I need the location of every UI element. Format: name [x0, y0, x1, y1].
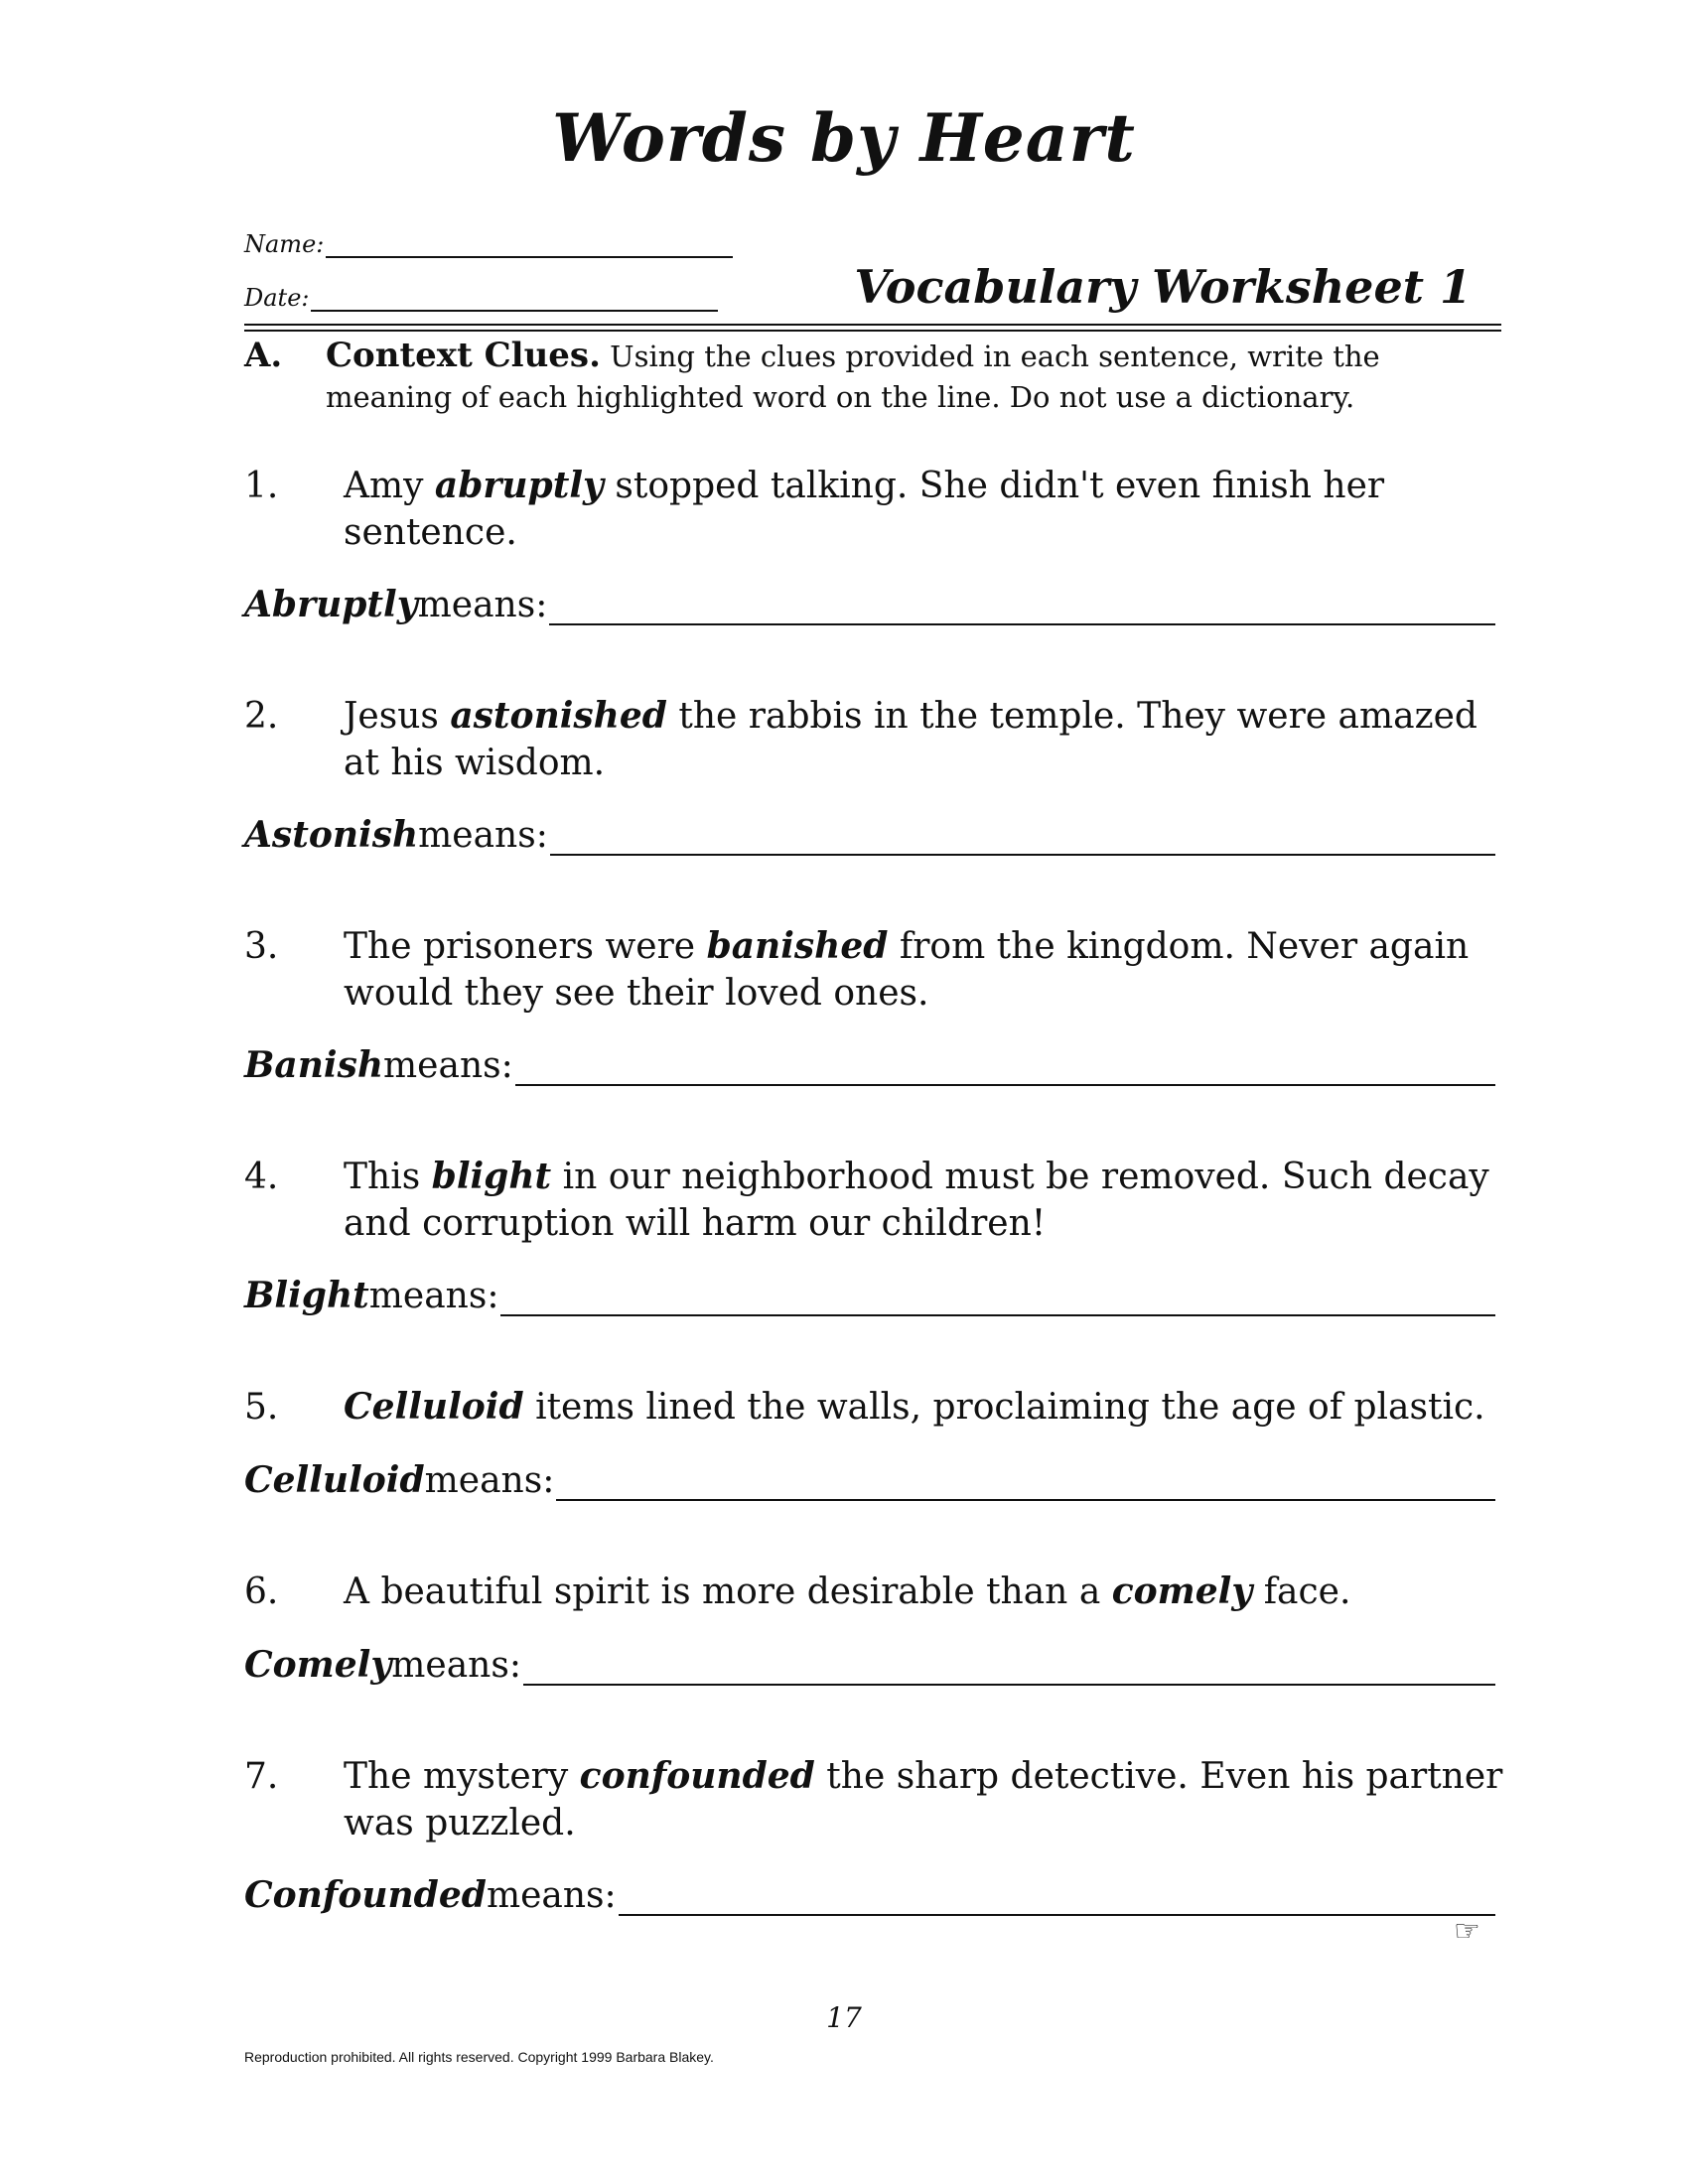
question-number: 1. [244, 466, 279, 506]
answer-means: means: [486, 1875, 617, 1916]
question-post: stopped talking. She didn't even finish her sentence. [344, 466, 1385, 553]
question-post: in our neighborhood must be removed. Such decay and corruption will harm our children! [344, 1157, 1489, 1244]
question-text [344, 1384, 1505, 1431]
date-label: Date: [244, 284, 310, 312]
answer-word: Confounded [244, 1874, 487, 1916]
question-post: from the kingdom. Never again would they see their loved ones. [344, 926, 1470, 1014]
section-instructions-2: meaning of each highlighted word on the line. Do not use a dictionary. [326, 380, 1355, 414]
vocab-word: astonished [450, 695, 667, 737]
copyright-footer: Reproduction prohibited. All rights reserved. Copyright 1999 Barbara Blakey. [244, 2049, 714, 2065]
question-text [344, 463, 1505, 556]
answer-means: means: [424, 1460, 555, 1501]
question-text [344, 693, 1505, 786]
answer-word: Astonish [244, 814, 419, 856]
vocab-word: Celluloid [344, 1386, 524, 1428]
question-item [244, 1753, 1505, 1846]
header-rule-top [244, 324, 1501, 326]
answer-blank[interactable] [523, 1654, 1495, 1686]
answer-blank[interactable] [500, 1285, 1495, 1316]
answer-means: means: [391, 1645, 521, 1686]
question-number: 4. [244, 1157, 279, 1197]
answer-line[interactable] [244, 1044, 1495, 1086]
question-pre: A beautiful spirit is more desirable than a [344, 1571, 1112, 1612]
question-item [244, 463, 1505, 556]
answer-line[interactable] [244, 1459, 1495, 1501]
answer-line[interactable] [244, 584, 1495, 625]
vocab-word: blight [431, 1156, 552, 1197]
vocab-word: comely [1111, 1570, 1253, 1612]
pointing-hand-icon: ☞ [1454, 1914, 1480, 1949]
question-item [244, 693, 1505, 786]
question-pre: Jesus [344, 696, 451, 737]
section-letter: A. [244, 336, 283, 375]
question-pre: The mystery [344, 1756, 580, 1797]
question-pre: This [344, 1157, 432, 1197]
answer-blank[interactable] [515, 1054, 1495, 1086]
answer-means: means: [417, 585, 548, 625]
question-number: 3. [244, 926, 279, 967]
name-label: Name: [244, 230, 325, 258]
answer-word: Blight [244, 1275, 369, 1316]
answer-word: Abruptly [244, 584, 418, 625]
answer-line[interactable] [244, 1644, 1495, 1686]
page-number: 17 [826, 2001, 862, 2034]
question-number: 2. [244, 696, 279, 737]
answer-blank[interactable] [550, 824, 1495, 856]
question-post: items lined the walls, proclaiming the age of plastic. [523, 1387, 1485, 1428]
vocab-word: banished [706, 925, 889, 967]
question-post: the sharp detective. Even his partner was puzzled. [344, 1756, 1503, 1843]
answer-line[interactable] [244, 1874, 1495, 1916]
answer-word: Comely [244, 1644, 392, 1686]
question-number: 7. [244, 1756, 279, 1797]
date-line [311, 288, 718, 312]
section-a-header [244, 336, 1495, 418]
answer-means: means: [383, 1045, 513, 1086]
question-item [244, 923, 1505, 1017]
question-item [244, 1154, 1505, 1247]
worksheet-subtitle: Vocabulary Worksheet 1 [854, 260, 1472, 314]
answer-line[interactable] [244, 814, 1495, 856]
answer-word: Celluloid [244, 1459, 425, 1501]
answer-blank[interactable] [556, 1469, 1495, 1501]
header-rule-bottom [244, 330, 1501, 332]
question-post: face. [1252, 1571, 1351, 1612]
vocab-word: abruptly [434, 465, 604, 506]
question-item [244, 1569, 1505, 1615]
date-field [244, 284, 718, 312]
answer-means: means: [368, 1276, 499, 1316]
question-text [344, 1569, 1505, 1615]
question-pre: The prisoners were [344, 926, 707, 967]
section-heading: Context Clues. [326, 336, 601, 375]
question-number: 6. [244, 1571, 279, 1612]
answer-blank[interactable] [619, 1884, 1495, 1916]
section-instructions-1: Using the clues provided in each sentence, write the [610, 340, 1380, 373]
name-line [326, 234, 733, 258]
answer-word: Banish [244, 1044, 384, 1086]
worksheet-main-title: Words by Heart [552, 99, 1136, 177]
question-pre: Amy [344, 466, 435, 506]
name-field [244, 230, 733, 258]
question-item [244, 1384, 1505, 1431]
question-post: the rabbis in the temple. They were amazed at his wisdom. [344, 696, 1477, 783]
question-number: 5. [244, 1387, 279, 1428]
answer-means: means: [418, 815, 548, 856]
vocab-word: confounded [579, 1755, 815, 1797]
question-text [344, 1154, 1505, 1247]
question-text [344, 923, 1505, 1017]
answer-line[interactable] [244, 1275, 1495, 1316]
answer-blank[interactable] [549, 594, 1495, 625]
question-text [344, 1753, 1505, 1846]
